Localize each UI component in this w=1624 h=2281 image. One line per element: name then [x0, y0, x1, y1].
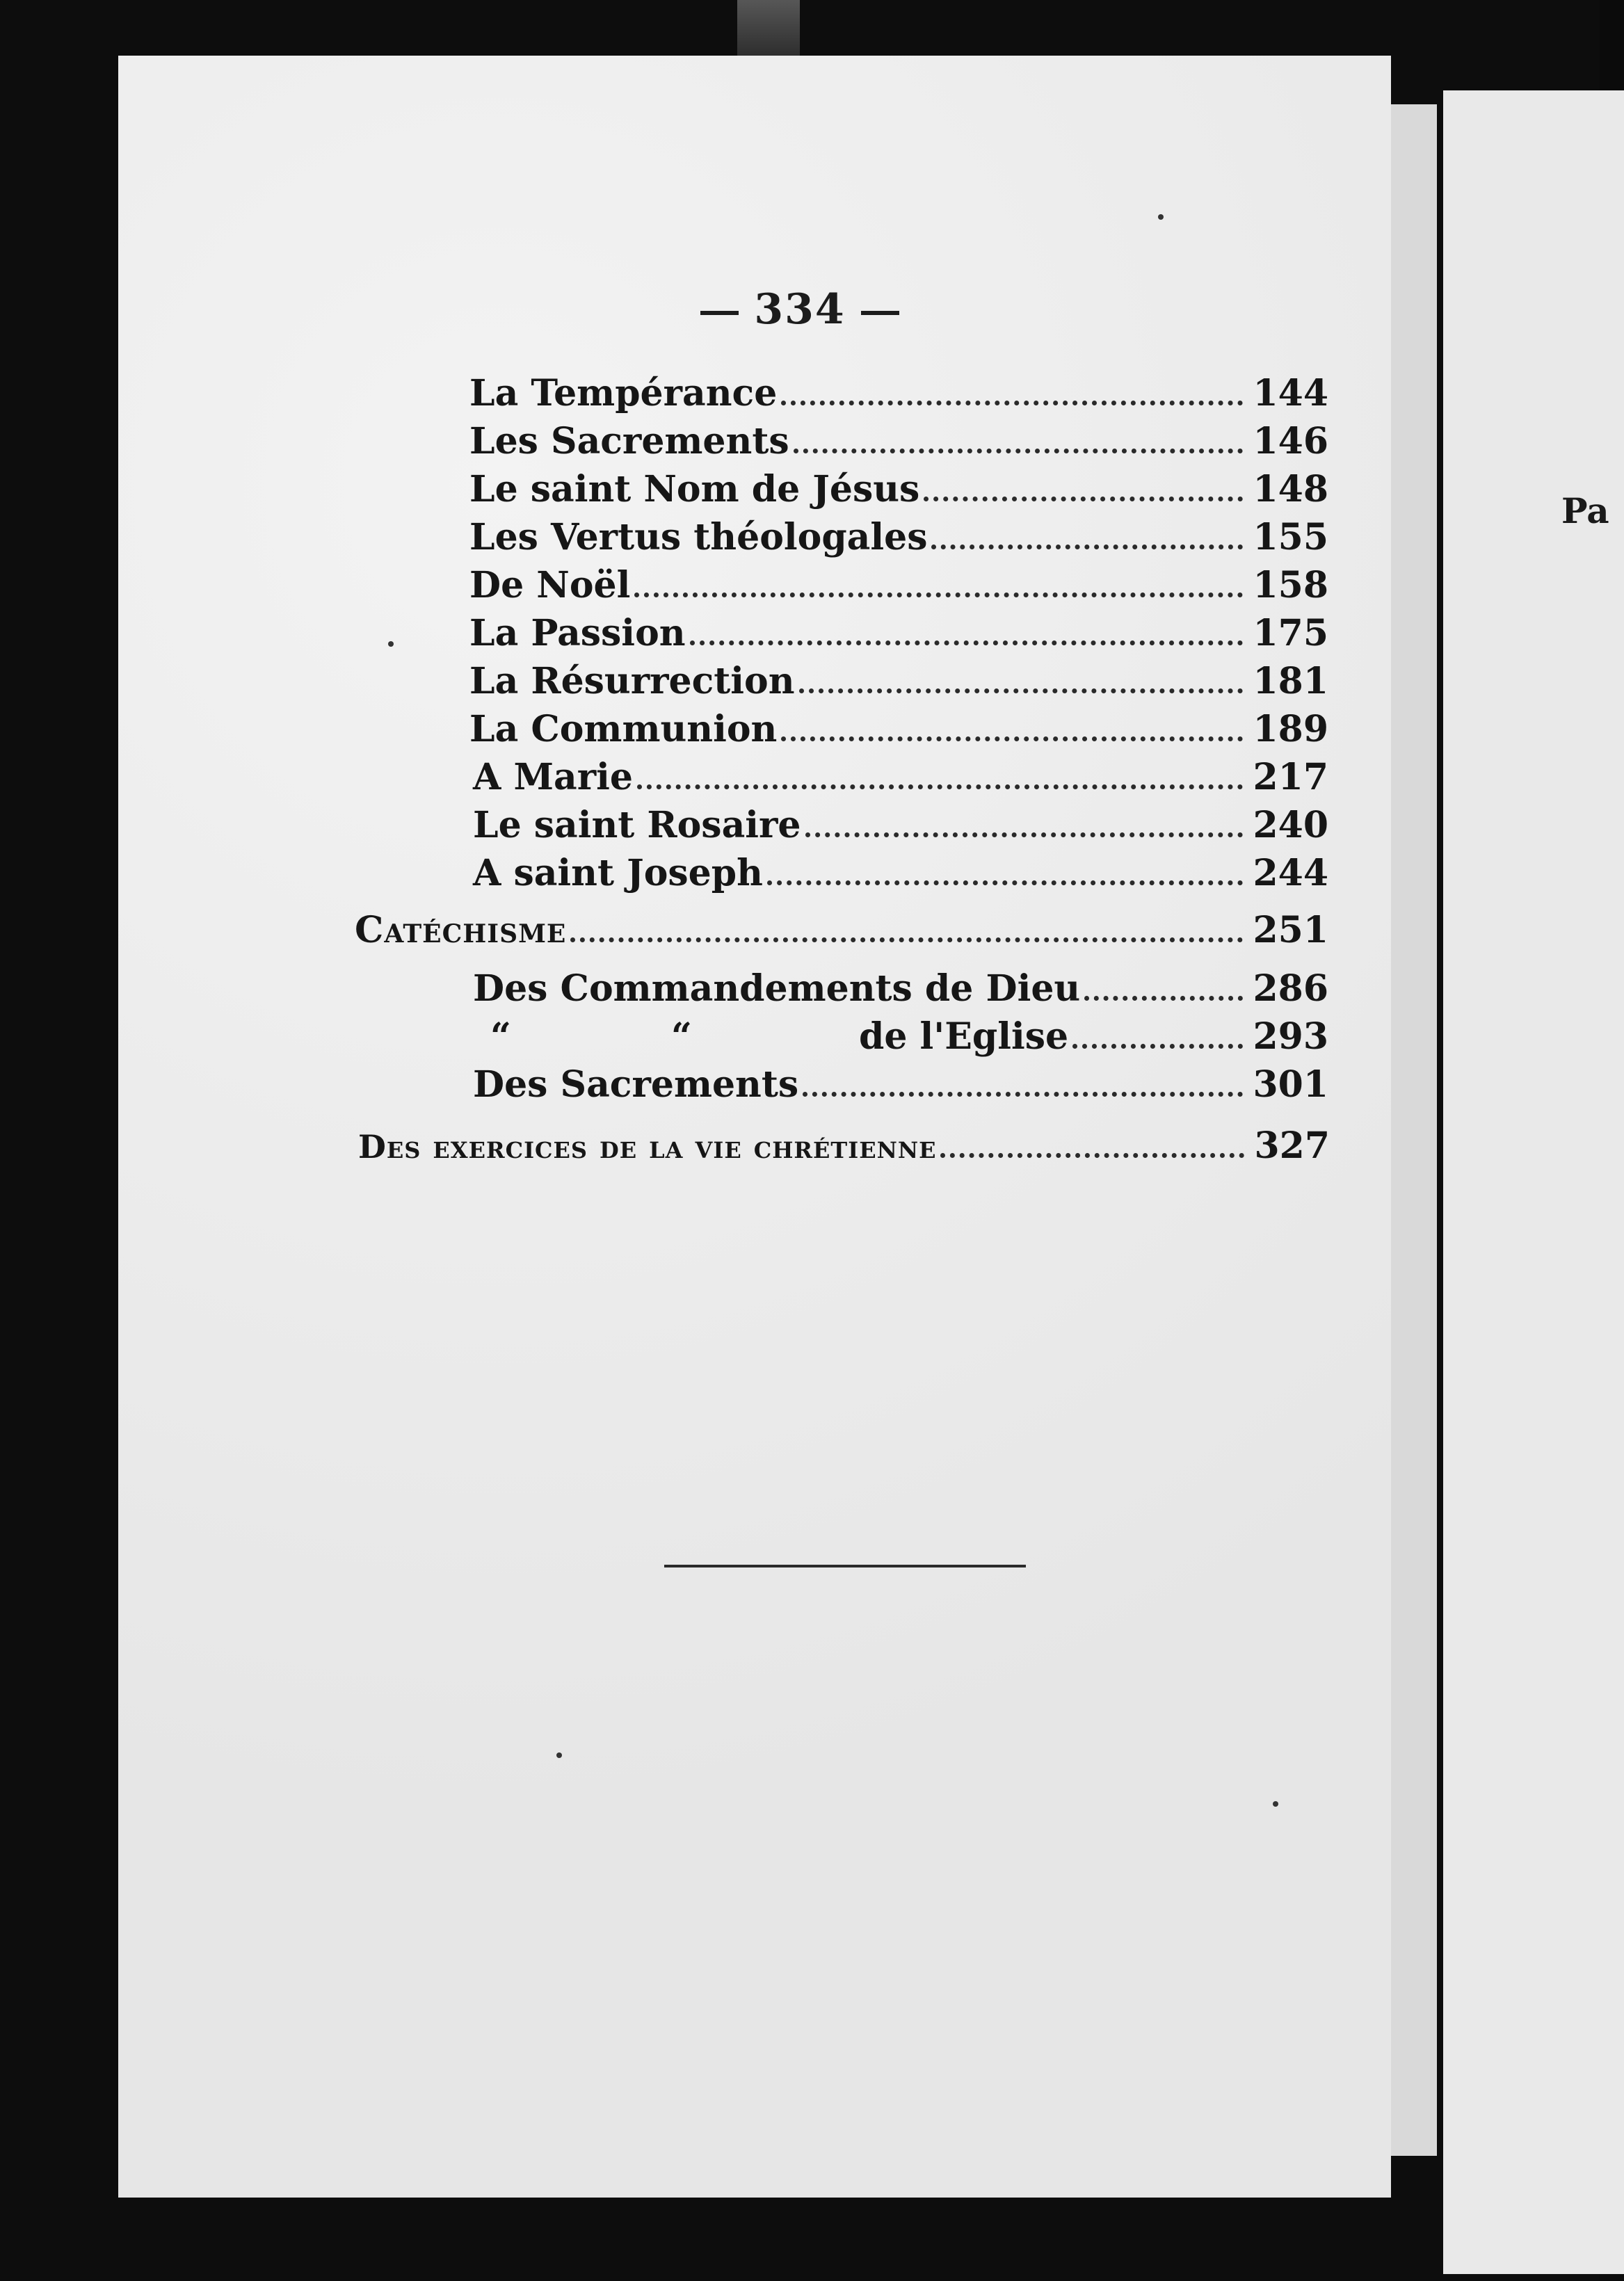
toc-subentry-label-group — [490, 1015, 1068, 1058]
toc-entry — [469, 372, 1328, 421]
toc-entry — [469, 708, 1328, 757]
dash-left — [700, 311, 739, 315]
toc-entry-label: Le saint Rosaire — [473, 804, 801, 846]
toc-entry-page: 240 — [1253, 804, 1328, 846]
toc-entry-label: A Marie — [473, 756, 633, 798]
toc-entry-page: 144 — [1253, 372, 1328, 414]
toc-entry-page: 158 — [1253, 564, 1328, 606]
toc-entry — [473, 852, 1328, 901]
toc-subentry-label: Des Commandements de Dieu — [473, 967, 1081, 1010]
toc-subentry-page: 293 — [1253, 1015, 1328, 1058]
toc-entry-label: Les Vertus théologales — [469, 516, 928, 558]
dot-leader — [924, 497, 1243, 501]
toc-entry-label: La Résurrection — [469, 660, 795, 702]
toc-entry-page: 155 — [1253, 516, 1328, 558]
toc-entry-page: 189 — [1253, 708, 1328, 750]
ink-speck — [1273, 1801, 1278, 1807]
page-number — [0, 285, 1600, 334]
dot-leader — [781, 736, 1243, 741]
toc-subentry-page: 301 — [1253, 1063, 1328, 1106]
dot-leader — [690, 640, 1244, 645]
ink-speck — [1158, 214, 1164, 220]
toc-section-page: 327 — [1254, 1125, 1330, 1167]
page-number-text: 334 — [754, 285, 846, 334]
toc-entry — [469, 612, 1328, 661]
ink-speck — [556, 1752, 562, 1758]
toc-entry-page: 181 — [1253, 660, 1328, 702]
toc-entry — [469, 468, 1328, 517]
next-page-fragment: Pa — [1561, 490, 1609, 531]
toc-entry-label: La Passion — [469, 612, 686, 654]
toc-entry-label: Les Sacrements — [469, 420, 789, 462]
toc-entry-page: 175 — [1253, 612, 1328, 654]
toc-subentry-label: de l'Eglise — [859, 1015, 1069, 1058]
dot-leader — [799, 688, 1244, 693]
toc-entry-label: A saint Joseph — [473, 852, 763, 894]
toc-subentry-page: 286 — [1253, 967, 1328, 1010]
toc-entry — [473, 804, 1328, 853]
toc-section-exercices — [358, 1125, 1330, 1173]
dot-leader — [803, 1092, 1243, 1097]
toc-subentry — [490, 1015, 1328, 1064]
ditto-mark: “ — [671, 1015, 692, 1058]
ditto-mark: “ — [490, 1015, 511, 1058]
dot-leader — [805, 832, 1244, 837]
dot-leader — [637, 784, 1244, 789]
toc-entry-page: 217 — [1253, 756, 1328, 798]
toc-section-catechisme — [355, 909, 1328, 958]
toc-subentry — [473, 1063, 1328, 1112]
toc-entry-page: 244 — [1253, 852, 1328, 894]
dot-leader — [570, 937, 1243, 942]
toc-entry — [469, 660, 1328, 709]
toc-entry — [469, 564, 1328, 613]
dot-leader — [940, 1153, 1244, 1158]
dot-leader — [1072, 1044, 1243, 1049]
toc-entry-label: La Communion — [469, 708, 778, 750]
toc-section-label: Catéchisme — [355, 909, 567, 951]
toc-entry-label: La Tempérance — [469, 372, 778, 414]
dot-leader — [634, 593, 1243, 597]
toc-entry — [469, 420, 1328, 469]
dot-leader — [931, 545, 1243, 549]
toc-entry-label: Le saint Nom de Jésus — [469, 468, 920, 510]
toc-section-page: 251 — [1253, 909, 1328, 951]
dot-leader — [767, 880, 1244, 885]
toc-entry-label: De Noël — [469, 564, 631, 606]
dot-leader — [781, 401, 1243, 405]
section-divider — [664, 1565, 1026, 1567]
next-page — [1443, 90, 1624, 2274]
ink-speck — [388, 641, 394, 647]
toc-subentry — [473, 967, 1328, 1016]
toc-entry — [473, 756, 1328, 805]
toc-entry-page: 146 — [1253, 420, 1328, 462]
dot-leader — [794, 449, 1244, 453]
dot-leader — [1084, 996, 1243, 1001]
toc-section-label: Des exercices de la vie chrétienne — [358, 1128, 937, 1166]
toc-subentry-label: Des Sacrements — [473, 1063, 799, 1106]
toc-entry-page: 148 — [1253, 468, 1328, 510]
dash-right — [861, 311, 899, 315]
toc-entry — [469, 516, 1328, 565]
